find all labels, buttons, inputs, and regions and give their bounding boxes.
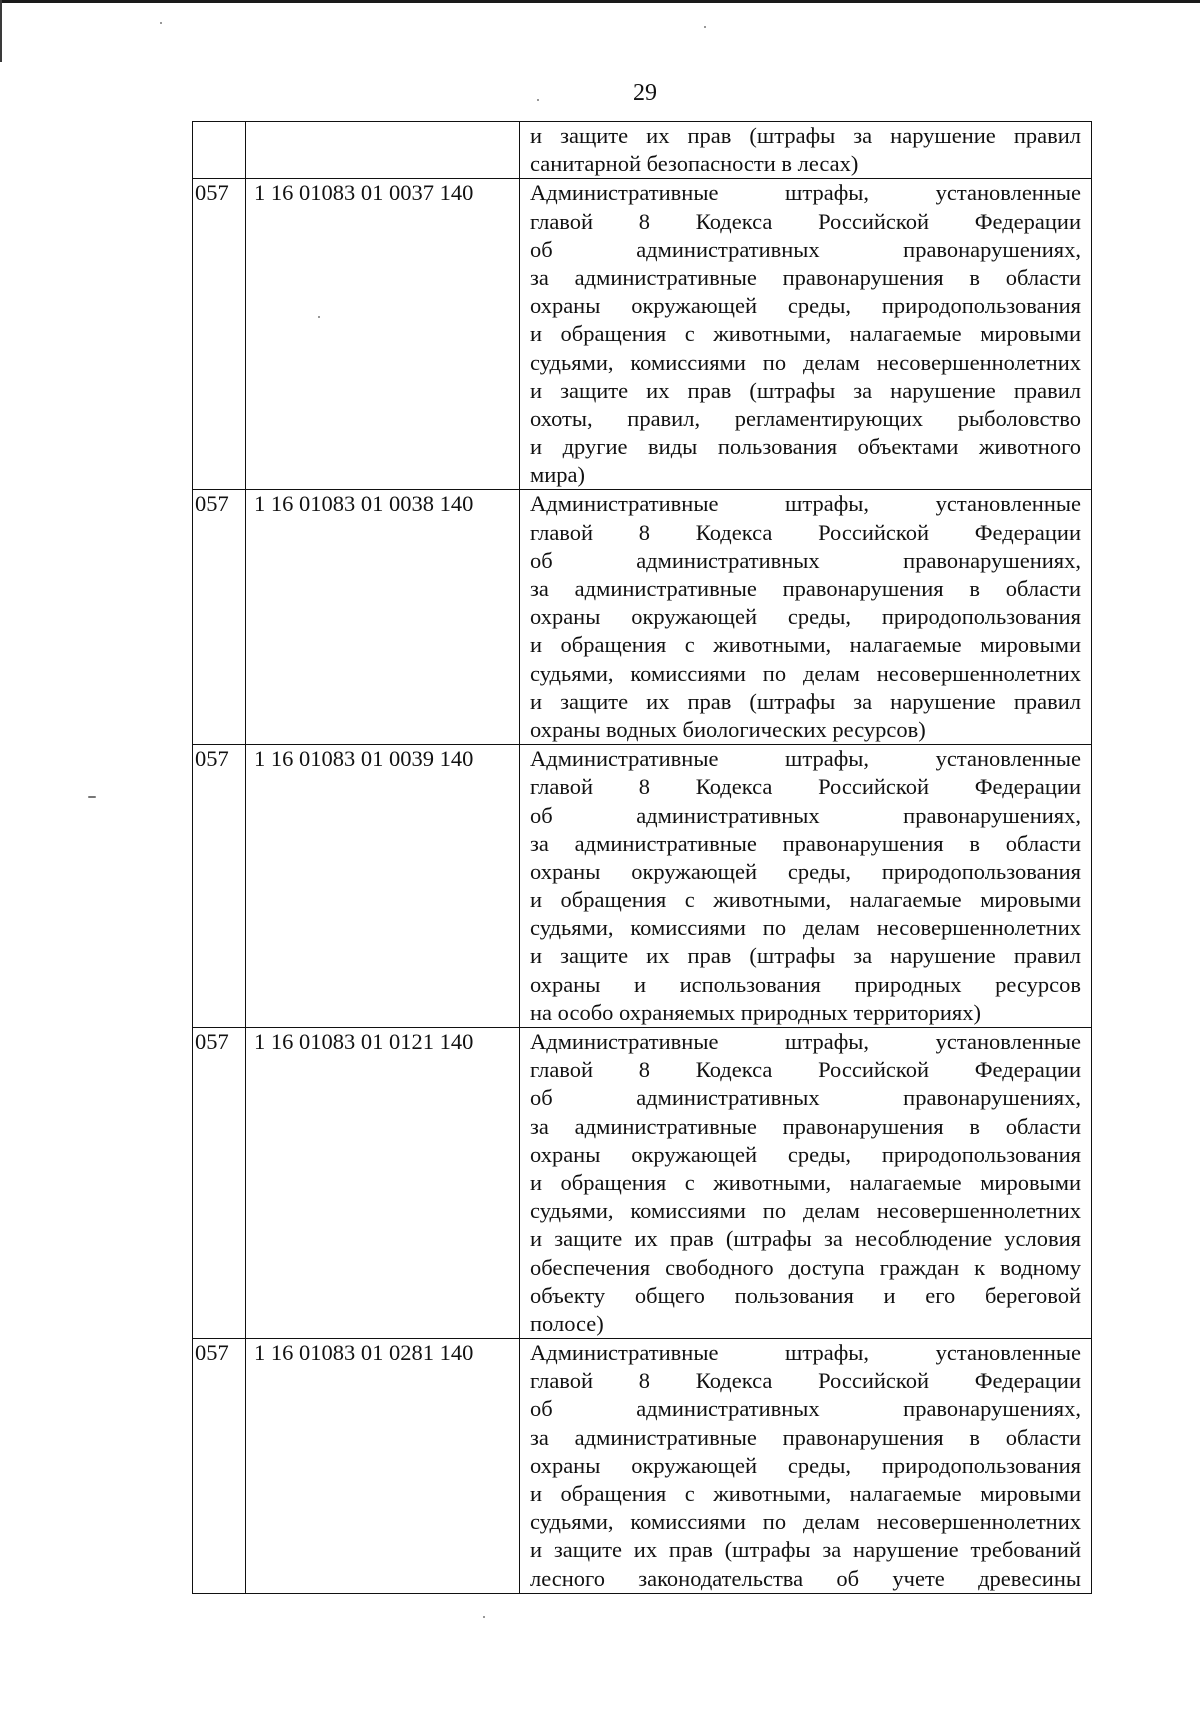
description-line: на особо охраняемых природных территориях) — [530, 999, 981, 1025]
description-line: судьями, комиссиями по делам несовершеннолетних — [530, 660, 1081, 686]
budget-classification-code-cell: 1 16 01083 01 0121 140 — [246, 1028, 520, 1339]
description-line: и защите их прав (штрафы за нарушение правил — [530, 943, 1081, 969]
admin-code-cell: 057 — [193, 1339, 246, 1594]
description-line: и другие виды пользования объектами животного — [530, 434, 1081, 460]
table-row — [193, 179, 1092, 490]
description-line: охраны и использования природных ресурсов — [530, 971, 1081, 997]
description-line: охраны окружающей среды, природопользования — [530, 1452, 1081, 1478]
table-row — [193, 745, 1092, 1028]
table-row — [193, 1339, 1092, 1594]
description-line: главой 8 Кодекса Российской Федерации — [530, 774, 1081, 800]
budget-classification-code-cell: 1 16 01083 01 0281 140 — [246, 1339, 520, 1594]
table-row — [193, 490, 1092, 745]
admin-code-cell: 057 — [193, 745, 246, 1028]
budget-classification-code-cell: 1 16 01083 01 0038 140 — [246, 490, 520, 745]
description-line: судьями, комиссиями по делам несовершеннолетних — [530, 915, 1081, 941]
description-line: и обращения с животными, налагаемые мировыми — [530, 1169, 1081, 1195]
description-line: санитарной безопасности в лесах) — [530, 151, 859, 177]
description-cell — [520, 490, 1092, 745]
table-row — [193, 1028, 1092, 1339]
description-line: об административных правонарушениях, — [530, 547, 1081, 573]
description-line: об административных правонарушениях, — [530, 236, 1081, 262]
budget-classification-code-cell: 1 16 01083 01 0037 140 — [246, 179, 520, 490]
description-line: Административные штрафы, установленные — [530, 1029, 1081, 1054]
admin-code-cell: 057 — [193, 179, 246, 490]
description-cell — [520, 179, 1092, 490]
description-line: объекту общего пользования и его береговой — [530, 1282, 1081, 1308]
description-line: Административные штрафы, установленные — [530, 746, 1081, 772]
page-number: 29 — [633, 80, 657, 106]
description-line: обеспечения свободного доступа граждан к водному — [530, 1254, 1081, 1280]
description-line: Административные штрафы, установленные — [530, 1340, 1081, 1366]
description-line: и обращения с животными, налагаемые мировыми — [530, 1481, 1081, 1506]
description-line: Административные штрафы, установленные — [530, 180, 1081, 206]
description-line: охраны водных биологических ресурсов) — [530, 716, 926, 742]
description-line: главой 8 Кодекса Российской Федерации — [530, 1368, 1081, 1394]
description-line: и обращения с животными, налагаемые мировыми — [530, 321, 1081, 347]
description-line: охоты, правил, регламентирующих рыболовство — [530, 405, 1081, 431]
budget-classification-code-cell — [246, 122, 520, 179]
description-line: за административные правонарушения в области — [530, 576, 1081, 601]
description-line: судьями, комиссиями по делам несовершеннолетних — [530, 1198, 1081, 1224]
admin-code-cell: 057 — [193, 1028, 246, 1339]
description-line: и защите их прав (штрафы за нарушение правил — [530, 688, 1081, 714]
description-line: судьями, комиссиями по делам несовершеннолетних — [530, 1509, 1081, 1535]
scan-speck — [160, 22, 162, 24]
description-line: об административных правонарушениях, — [530, 1396, 1081, 1422]
description-cell — [520, 122, 1092, 179]
budget-codes-table — [192, 121, 1092, 1594]
description-line: за административные правонарушения в области — [530, 264, 1081, 290]
description-line: главой 8 Кодекса Российской Федерации — [530, 1057, 1081, 1083]
description-line: охраны окружающей среды, природопользования — [530, 293, 1081, 319]
description-line: Административные штрафы, установленные — [530, 491, 1081, 517]
description-line: и обращения с животными, налагаемые мировыми — [530, 632, 1081, 658]
description-line: и защите их прав (штрафы за нарушение требований — [530, 1537, 1081, 1563]
description-line: об административных правонарушениях, — [530, 802, 1081, 828]
table-body — [193, 122, 1092, 1594]
description-cell — [520, 745, 1092, 1028]
scan-speck — [88, 796, 96, 798]
scan-speck — [483, 1616, 485, 1618]
description-line: за административные правонарушения в области — [530, 1113, 1081, 1139]
scan-top-border — [0, 0, 1200, 3]
description-line: полосе) — [530, 1310, 604, 1336]
description-line: охраны окружающей среды, природопользования — [530, 1141, 1081, 1167]
description-line: охраны окружающей среды, природопользования — [530, 858, 1081, 884]
description-line: за административные правонарушения в области — [530, 830, 1081, 856]
description-line: охраны окружающей среды, природопользования — [530, 604, 1081, 630]
table-row — [193, 122, 1092, 179]
description-line: и обращения с животными, налагаемые мировыми — [530, 887, 1081, 913]
admin-code-cell — [193, 122, 246, 179]
description-line: и защите их прав (штрафы за нарушение правил — [530, 123, 1081, 148]
description-cell — [520, 1028, 1092, 1339]
admin-code-cell: 057 — [193, 490, 246, 745]
scan-left-border — [0, 0, 2, 62]
description-line: за административные правонарушения в области — [530, 1424, 1081, 1450]
description-line: судьями, комиссиями по делам несовершеннолетних — [530, 349, 1081, 375]
description-cell — [520, 1339, 1092, 1594]
description-line: главой 8 Кодекса Российской Федерации — [530, 208, 1081, 234]
description-line: и защите их прав (штрафы за несоблюдение условия — [530, 1226, 1081, 1252]
budget-classification-code-cell: 1 16 01083 01 0039 140 — [246, 745, 520, 1028]
description-line: и защите их прав (штрафы за нарушение правил — [530, 377, 1081, 403]
description-line: лесного законодательства об учете древесины — [530, 1565, 1081, 1591]
description-line: об административных правонарушениях, — [530, 1085, 1081, 1111]
description-line: мира) — [530, 462, 586, 488]
description-line: главой 8 Кодекса Российской Федерации — [530, 519, 1081, 545]
scan-speck — [704, 26, 706, 28]
